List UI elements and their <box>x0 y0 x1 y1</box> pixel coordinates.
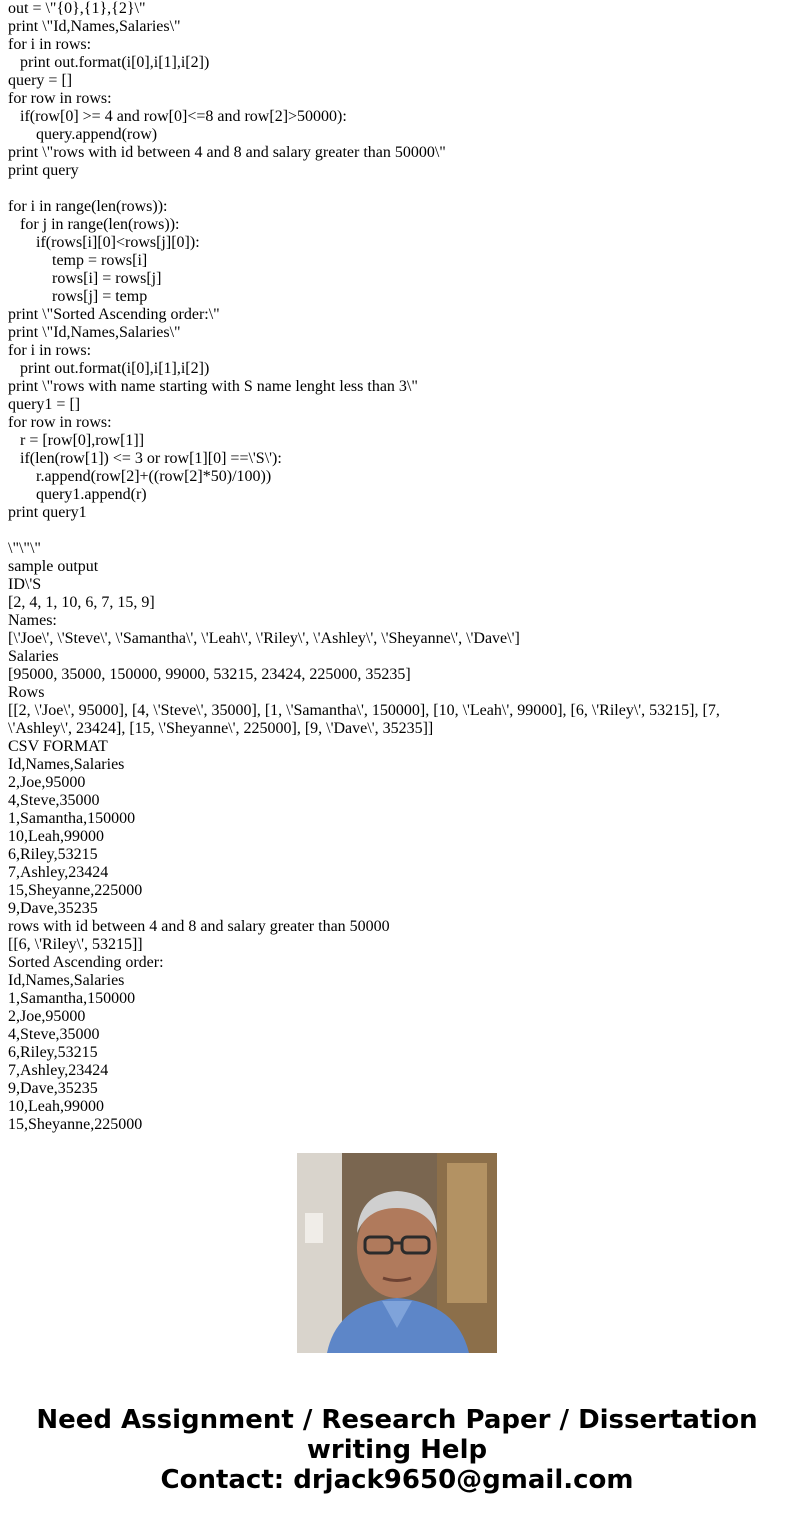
code-line: print out.format(i[0],i[1],i[2]) <box>8 360 210 377</box>
person-photo <box>297 1153 497 1353</box>
code-line: 9,Dave,35235 <box>8 900 98 917</box>
code-line: [95000, 35000, 150000, 99000, 53215, 23424, 225000, 35235] <box>8 666 411 683</box>
code-line: for i in rows: <box>8 36 92 53</box>
code-line: for i in range(len(rows)): <box>8 198 168 215</box>
code-line: rows[j] = temp <box>8 288 148 305</box>
code-line: if(len(row[1]) <= 3 or row[1][0] ==\'S\'): <box>8 450 282 467</box>
code-line: query1 = [] <box>8 396 81 413</box>
code-line: 15,Sheyanne,225000 <box>8 1116 143 1133</box>
code-line: 15,Sheyanne,225000 <box>8 882 143 899</box>
code-line: for row in rows: <box>8 90 112 107</box>
code-line: r.append(row[2]+((row[2]*50)/100)) <box>8 468 272 485</box>
code-line: if(row[0] >= 4 and row[0]<=8 and row[2]>50000): <box>8 108 347 125</box>
code-line: for i in rows: <box>8 342 92 359</box>
code-line: query.append(row) <box>8 126 158 143</box>
avatar <box>297 1153 497 1353</box>
code-line: 2,Joe,95000 <box>8 774 86 791</box>
code-line: 10,Leah,99000 <box>8 828 104 845</box>
code-line: [\'Joe\', \'Steve\', \'Samantha\', \'Leah\', \'Riley\', \'Ashley\', \'Sheyanne\', \'Dave\'] <box>8 630 520 647</box>
code-line: sample output <box>8 558 99 575</box>
code-line: 1,Samantha,150000 <box>8 810 136 827</box>
code-line: 4,Steve,35000 <box>8 1026 100 1043</box>
code-line: 6,Riley,53215 <box>8 1044 98 1061</box>
code-line: out = \"{0},{1},{2}\" <box>8 0 146 17</box>
footer-line-1: Need Assignment / Research Paper / Dissertation <box>36 1405 758 1435</box>
code-line: if(rows[i][0]<rows[j][0]): <box>8 234 200 251</box>
code-line: query1.append(r) <box>8 486 147 503</box>
code-line: print \"rows with id between 4 and 8 and salary greater than 50000\" <box>8 144 446 161</box>
code-line: 10,Leah,99000 <box>8 1098 104 1115</box>
footer-line-2: writing Help <box>306 1435 488 1465</box>
code-line <box>8 180 778 198</box>
code-line: 6,Riley,53215 <box>8 846 98 863</box>
code-line: Id,Names,Salaries <box>8 972 125 989</box>
code-line: print query1 <box>8 504 87 521</box>
code-line: 2,Joe,95000 <box>8 1008 86 1025</box>
code-line: Names: <box>8 612 57 629</box>
code-line: 7,Ashley,23424 <box>8 864 109 881</box>
code-line: for row in rows: <box>8 414 112 431</box>
code-line: 1,Samantha,150000 <box>8 990 136 1007</box>
code-line: 9,Dave,35235 <box>8 1080 98 1097</box>
code-line <box>8 522 778 540</box>
code-line: [2, 4, 1, 10, 6, 7, 15, 9] <box>8 594 155 611</box>
code-line: 7,Ashley,23424 <box>8 1062 109 1079</box>
code-line: query = [] <box>8 72 73 89</box>
code-line: Salaries <box>8 648 59 665</box>
code-line: [[6, \'Riley\', 53215]] <box>8 936 143 953</box>
code-text-block <box>8 0 778 1133</box>
code-line: print \"rows with name starting with S name lenght less than 3\" <box>8 378 418 395</box>
code-line: rows with id between 4 and 8 and salary greater than 50000 <box>8 918 390 935</box>
code-line: print \"Id,Names,Salaries\" <box>8 324 181 341</box>
code-line: Id,Names,Salaries <box>8 756 125 773</box>
code-line: print \"Sorted Ascending order:\" <box>8 306 220 323</box>
code-line: \"\"\" <box>8 540 41 557</box>
code-line: Rows <box>8 684 45 701</box>
code-line: print query <box>8 162 79 179</box>
footer-contact: Contact: drjack9650@gmail.com <box>160 1465 634 1495</box>
code-line: 4,Steve,35000 <box>8 792 100 809</box>
code-line: print out.format(i[0],i[1],i[2]) <box>8 54 210 71</box>
code-line: print \"Id,Names,Salaries\" <box>8 18 181 35</box>
code-line: ID\'S <box>8 576 42 593</box>
code-line: r = [row[0],row[1]] <box>8 432 145 449</box>
code-line: for j in range(len(rows)): <box>8 216 180 233</box>
code-line: [[2, \'Joe\', 95000], [4, \'Steve\', 35000], [1, \'Samantha\', 150000], [10, \'Leah\', 99000], [6, \'Riley\', 53215], [7, \'Ashley\', 23424], [15, \'Sheyanne\', 225000], [9, \'Dave\', 35235]] <box>8 702 724 737</box>
code-line: temp = rows[i] <box>8 252 148 269</box>
code-line: CSV FORMAT <box>8 738 108 755</box>
footer-banner <box>0 1405 794 1495</box>
code-line: rows[i] = rows[j] <box>8 270 162 287</box>
code-line: Sorted Ascending order: <box>8 954 164 971</box>
